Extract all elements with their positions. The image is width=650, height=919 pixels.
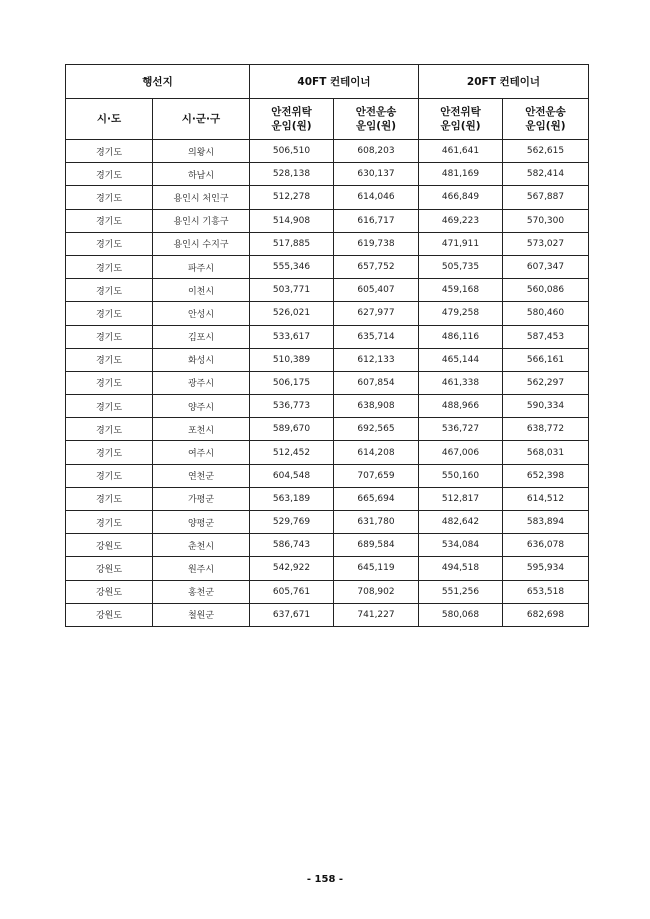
cell-20ft-consign: 466,849 bbox=[419, 186, 503, 209]
cell-province: 경기도 bbox=[66, 186, 153, 209]
cell-20ft-transport: 607,347 bbox=[503, 255, 589, 278]
table-row bbox=[66, 255, 589, 278]
cell-40ft-consign: 563,189 bbox=[250, 487, 334, 510]
cell-40ft-transport: 635,714 bbox=[334, 325, 419, 348]
header-20ft-container: 20FT 컨테이너 bbox=[419, 65, 589, 99]
cell-20ft-consign: 494,518 bbox=[419, 557, 503, 580]
cell-40ft-transport: 619,738 bbox=[334, 232, 419, 255]
freight-rate-table bbox=[65, 64, 589, 627]
header-40ft-transport-rate: 안전운송 운임(원) bbox=[334, 99, 419, 140]
header-city: 시·군·구 bbox=[153, 99, 250, 140]
cell-40ft-consign: 528,138 bbox=[250, 163, 334, 186]
cell-40ft-transport: 614,208 bbox=[334, 441, 419, 464]
header-row-groups bbox=[66, 65, 589, 99]
cell-20ft-transport: 582,414 bbox=[503, 163, 589, 186]
cell-province: 강원도 bbox=[66, 557, 153, 580]
cell-city: 연천군 bbox=[153, 464, 250, 487]
cell-city: 여주시 bbox=[153, 441, 250, 464]
cell-20ft-consign: 482,642 bbox=[419, 511, 503, 534]
cell-province: 경기도 bbox=[66, 418, 153, 441]
cell-province: 경기도 bbox=[66, 163, 153, 186]
cell-40ft-consign: 512,278 bbox=[250, 186, 334, 209]
table-row bbox=[66, 441, 589, 464]
cell-40ft-transport: 707,659 bbox=[334, 464, 419, 487]
cell-20ft-consign: 465,144 bbox=[419, 348, 503, 371]
table-row bbox=[66, 325, 589, 348]
cell-20ft-consign: 580,068 bbox=[419, 603, 503, 626]
cell-20ft-consign: 536,727 bbox=[419, 418, 503, 441]
cell-province: 강원도 bbox=[66, 534, 153, 557]
cell-20ft-consign: 481,169 bbox=[419, 163, 503, 186]
cell-city: 하남시 bbox=[153, 163, 250, 186]
cell-20ft-consign: 479,258 bbox=[419, 302, 503, 325]
cell-20ft-transport: 636,078 bbox=[503, 534, 589, 557]
cell-40ft-consign: 510,389 bbox=[250, 348, 334, 371]
table-row bbox=[66, 511, 589, 534]
cell-city: 가평군 bbox=[153, 487, 250, 510]
cell-40ft-transport: 608,203 bbox=[334, 140, 419, 163]
cell-province: 강원도 bbox=[66, 580, 153, 603]
cell-20ft-transport: 614,512 bbox=[503, 487, 589, 510]
cell-40ft-transport: 689,584 bbox=[334, 534, 419, 557]
page-number: - 158 - bbox=[306, 874, 344, 885]
cell-40ft-transport: 657,752 bbox=[334, 255, 419, 278]
cell-20ft-consign: 505,735 bbox=[419, 255, 503, 278]
cell-20ft-transport: 562,615 bbox=[503, 140, 589, 163]
cell-40ft-consign: 536,773 bbox=[250, 395, 334, 418]
cell-40ft-consign: 533,617 bbox=[250, 325, 334, 348]
cell-province: 경기도 bbox=[66, 279, 153, 302]
cell-20ft-transport: 682,698 bbox=[503, 603, 589, 626]
cell-20ft-transport: 590,334 bbox=[503, 395, 589, 418]
cell-city: 안성시 bbox=[153, 302, 250, 325]
cell-city: 광주시 bbox=[153, 371, 250, 394]
cell-province: 경기도 bbox=[66, 255, 153, 278]
cell-province: 경기도 bbox=[66, 511, 153, 534]
cell-20ft-transport: 570,300 bbox=[503, 209, 589, 232]
cell-40ft-consign: 604,548 bbox=[250, 464, 334, 487]
table-row bbox=[66, 418, 589, 441]
cell-city: 홍천군 bbox=[153, 580, 250, 603]
table-row bbox=[66, 302, 589, 325]
cell-city: 철원군 bbox=[153, 603, 250, 626]
cell-40ft-consign: 605,761 bbox=[250, 580, 334, 603]
cell-city: 춘천시 bbox=[153, 534, 250, 557]
cell-40ft-transport: 692,565 bbox=[334, 418, 419, 441]
cell-province: 경기도 bbox=[66, 487, 153, 510]
table-row bbox=[66, 163, 589, 186]
cell-20ft-consign: 551,256 bbox=[419, 580, 503, 603]
cell-20ft-transport: 583,894 bbox=[503, 511, 589, 534]
cell-province: 경기도 bbox=[66, 232, 153, 255]
header-40ft-consign-rate: 안전위탁 운임(원) bbox=[250, 99, 334, 140]
header-province: 시·도 bbox=[66, 99, 153, 140]
table-body bbox=[66, 140, 589, 627]
cell-40ft-consign: 506,175 bbox=[250, 371, 334, 394]
cell-province: 강원도 bbox=[66, 603, 153, 626]
table-row bbox=[66, 580, 589, 603]
cell-20ft-transport: 595,934 bbox=[503, 557, 589, 580]
table-row bbox=[66, 603, 589, 626]
cell-20ft-transport: 580,460 bbox=[503, 302, 589, 325]
cell-20ft-consign: 488,966 bbox=[419, 395, 503, 418]
cell-40ft-consign: 526,021 bbox=[250, 302, 334, 325]
cell-40ft-transport: 607,854 bbox=[334, 371, 419, 394]
cell-province: 경기도 bbox=[66, 302, 153, 325]
cell-40ft-consign: 503,771 bbox=[250, 279, 334, 302]
cell-20ft-transport: 638,772 bbox=[503, 418, 589, 441]
cell-40ft-consign: 555,346 bbox=[250, 255, 334, 278]
cell-20ft-consign: 550,160 bbox=[419, 464, 503, 487]
table-row bbox=[66, 209, 589, 232]
cell-province: 경기도 bbox=[66, 395, 153, 418]
cell-province: 경기도 bbox=[66, 371, 153, 394]
cell-city: 원주시 bbox=[153, 557, 250, 580]
cell-40ft-consign: 506,510 bbox=[250, 140, 334, 163]
cell-40ft-consign: 589,670 bbox=[250, 418, 334, 441]
cell-40ft-transport: 638,908 bbox=[334, 395, 419, 418]
cell-20ft-consign: 534,084 bbox=[419, 534, 503, 557]
header-40ft-container: 40FT 컨테이너 bbox=[250, 65, 419, 99]
table-row bbox=[66, 371, 589, 394]
cell-city: 용인시 처인구 bbox=[153, 186, 250, 209]
cell-province: 경기도 bbox=[66, 348, 153, 371]
cell-city: 용인시 수지구 bbox=[153, 232, 250, 255]
cell-city: 포천시 bbox=[153, 418, 250, 441]
cell-20ft-transport: 573,027 bbox=[503, 232, 589, 255]
cell-40ft-transport: 612,133 bbox=[334, 348, 419, 371]
table-row bbox=[66, 557, 589, 580]
cell-city: 용인시 기흥구 bbox=[153, 209, 250, 232]
table-row bbox=[66, 487, 589, 510]
table-row bbox=[66, 348, 589, 371]
table-row bbox=[66, 395, 589, 418]
cell-40ft-transport: 630,137 bbox=[334, 163, 419, 186]
cell-20ft-transport: 567,887 bbox=[503, 186, 589, 209]
header-20ft-transport-rate: 안전운송 운임(원) bbox=[503, 99, 589, 140]
cell-20ft-consign: 467,006 bbox=[419, 441, 503, 464]
cell-city: 파주시 bbox=[153, 255, 250, 278]
cell-40ft-transport: 616,717 bbox=[334, 209, 419, 232]
cell-city: 화성시 bbox=[153, 348, 250, 371]
cell-40ft-transport: 708,902 bbox=[334, 580, 419, 603]
cell-city: 양주시 bbox=[153, 395, 250, 418]
cell-40ft-transport: 614,046 bbox=[334, 186, 419, 209]
cell-20ft-transport: 568,031 bbox=[503, 441, 589, 464]
cell-20ft-consign: 512,817 bbox=[419, 487, 503, 510]
cell-20ft-transport: 562,297 bbox=[503, 371, 589, 394]
cell-40ft-transport: 627,977 bbox=[334, 302, 419, 325]
cell-20ft-consign: 461,641 bbox=[419, 140, 503, 163]
cell-20ft-consign: 461,338 bbox=[419, 371, 503, 394]
table-row bbox=[66, 140, 589, 163]
cell-city: 이천시 bbox=[153, 279, 250, 302]
cell-20ft-transport: 566,161 bbox=[503, 348, 589, 371]
table-row bbox=[66, 279, 589, 302]
cell-20ft-transport: 560,086 bbox=[503, 279, 589, 302]
cell-40ft-consign: 637,671 bbox=[250, 603, 334, 626]
cell-40ft-transport: 645,119 bbox=[334, 557, 419, 580]
cell-city: 의왕시 bbox=[153, 140, 250, 163]
cell-province: 경기도 bbox=[66, 209, 153, 232]
header-20ft-consign-rate: 안전위탁 운임(원) bbox=[419, 99, 503, 140]
cell-20ft-transport: 653,518 bbox=[503, 580, 589, 603]
cell-20ft-consign: 459,168 bbox=[419, 279, 503, 302]
cell-20ft-transport: 587,453 bbox=[503, 325, 589, 348]
cell-province: 경기도 bbox=[66, 441, 153, 464]
cell-40ft-consign: 517,885 bbox=[250, 232, 334, 255]
cell-20ft-consign: 486,116 bbox=[419, 325, 503, 348]
cell-province: 경기도 bbox=[66, 325, 153, 348]
cell-40ft-consign: 542,922 bbox=[250, 557, 334, 580]
header-row-columns bbox=[66, 99, 589, 140]
table-row bbox=[66, 464, 589, 487]
cell-province: 경기도 bbox=[66, 464, 153, 487]
cell-province: 경기도 bbox=[66, 140, 153, 163]
table-row bbox=[66, 232, 589, 255]
table-row bbox=[66, 186, 589, 209]
cell-40ft-transport: 741,227 bbox=[334, 603, 419, 626]
cell-city: 양평군 bbox=[153, 511, 250, 534]
cell-40ft-consign: 512,452 bbox=[250, 441, 334, 464]
table-row bbox=[66, 534, 589, 557]
cell-20ft-transport: 652,398 bbox=[503, 464, 589, 487]
cell-40ft-transport: 665,694 bbox=[334, 487, 419, 510]
header-destination: 행선지 bbox=[66, 65, 250, 99]
cell-20ft-consign: 469,223 bbox=[419, 209, 503, 232]
cell-20ft-consign: 471,911 bbox=[419, 232, 503, 255]
cell-40ft-consign: 529,769 bbox=[250, 511, 334, 534]
cell-40ft-consign: 586,743 bbox=[250, 534, 334, 557]
cell-40ft-transport: 605,407 bbox=[334, 279, 419, 302]
cell-40ft-consign: 514,908 bbox=[250, 209, 334, 232]
cell-40ft-transport: 631,780 bbox=[334, 511, 419, 534]
cell-city: 김포시 bbox=[153, 325, 250, 348]
